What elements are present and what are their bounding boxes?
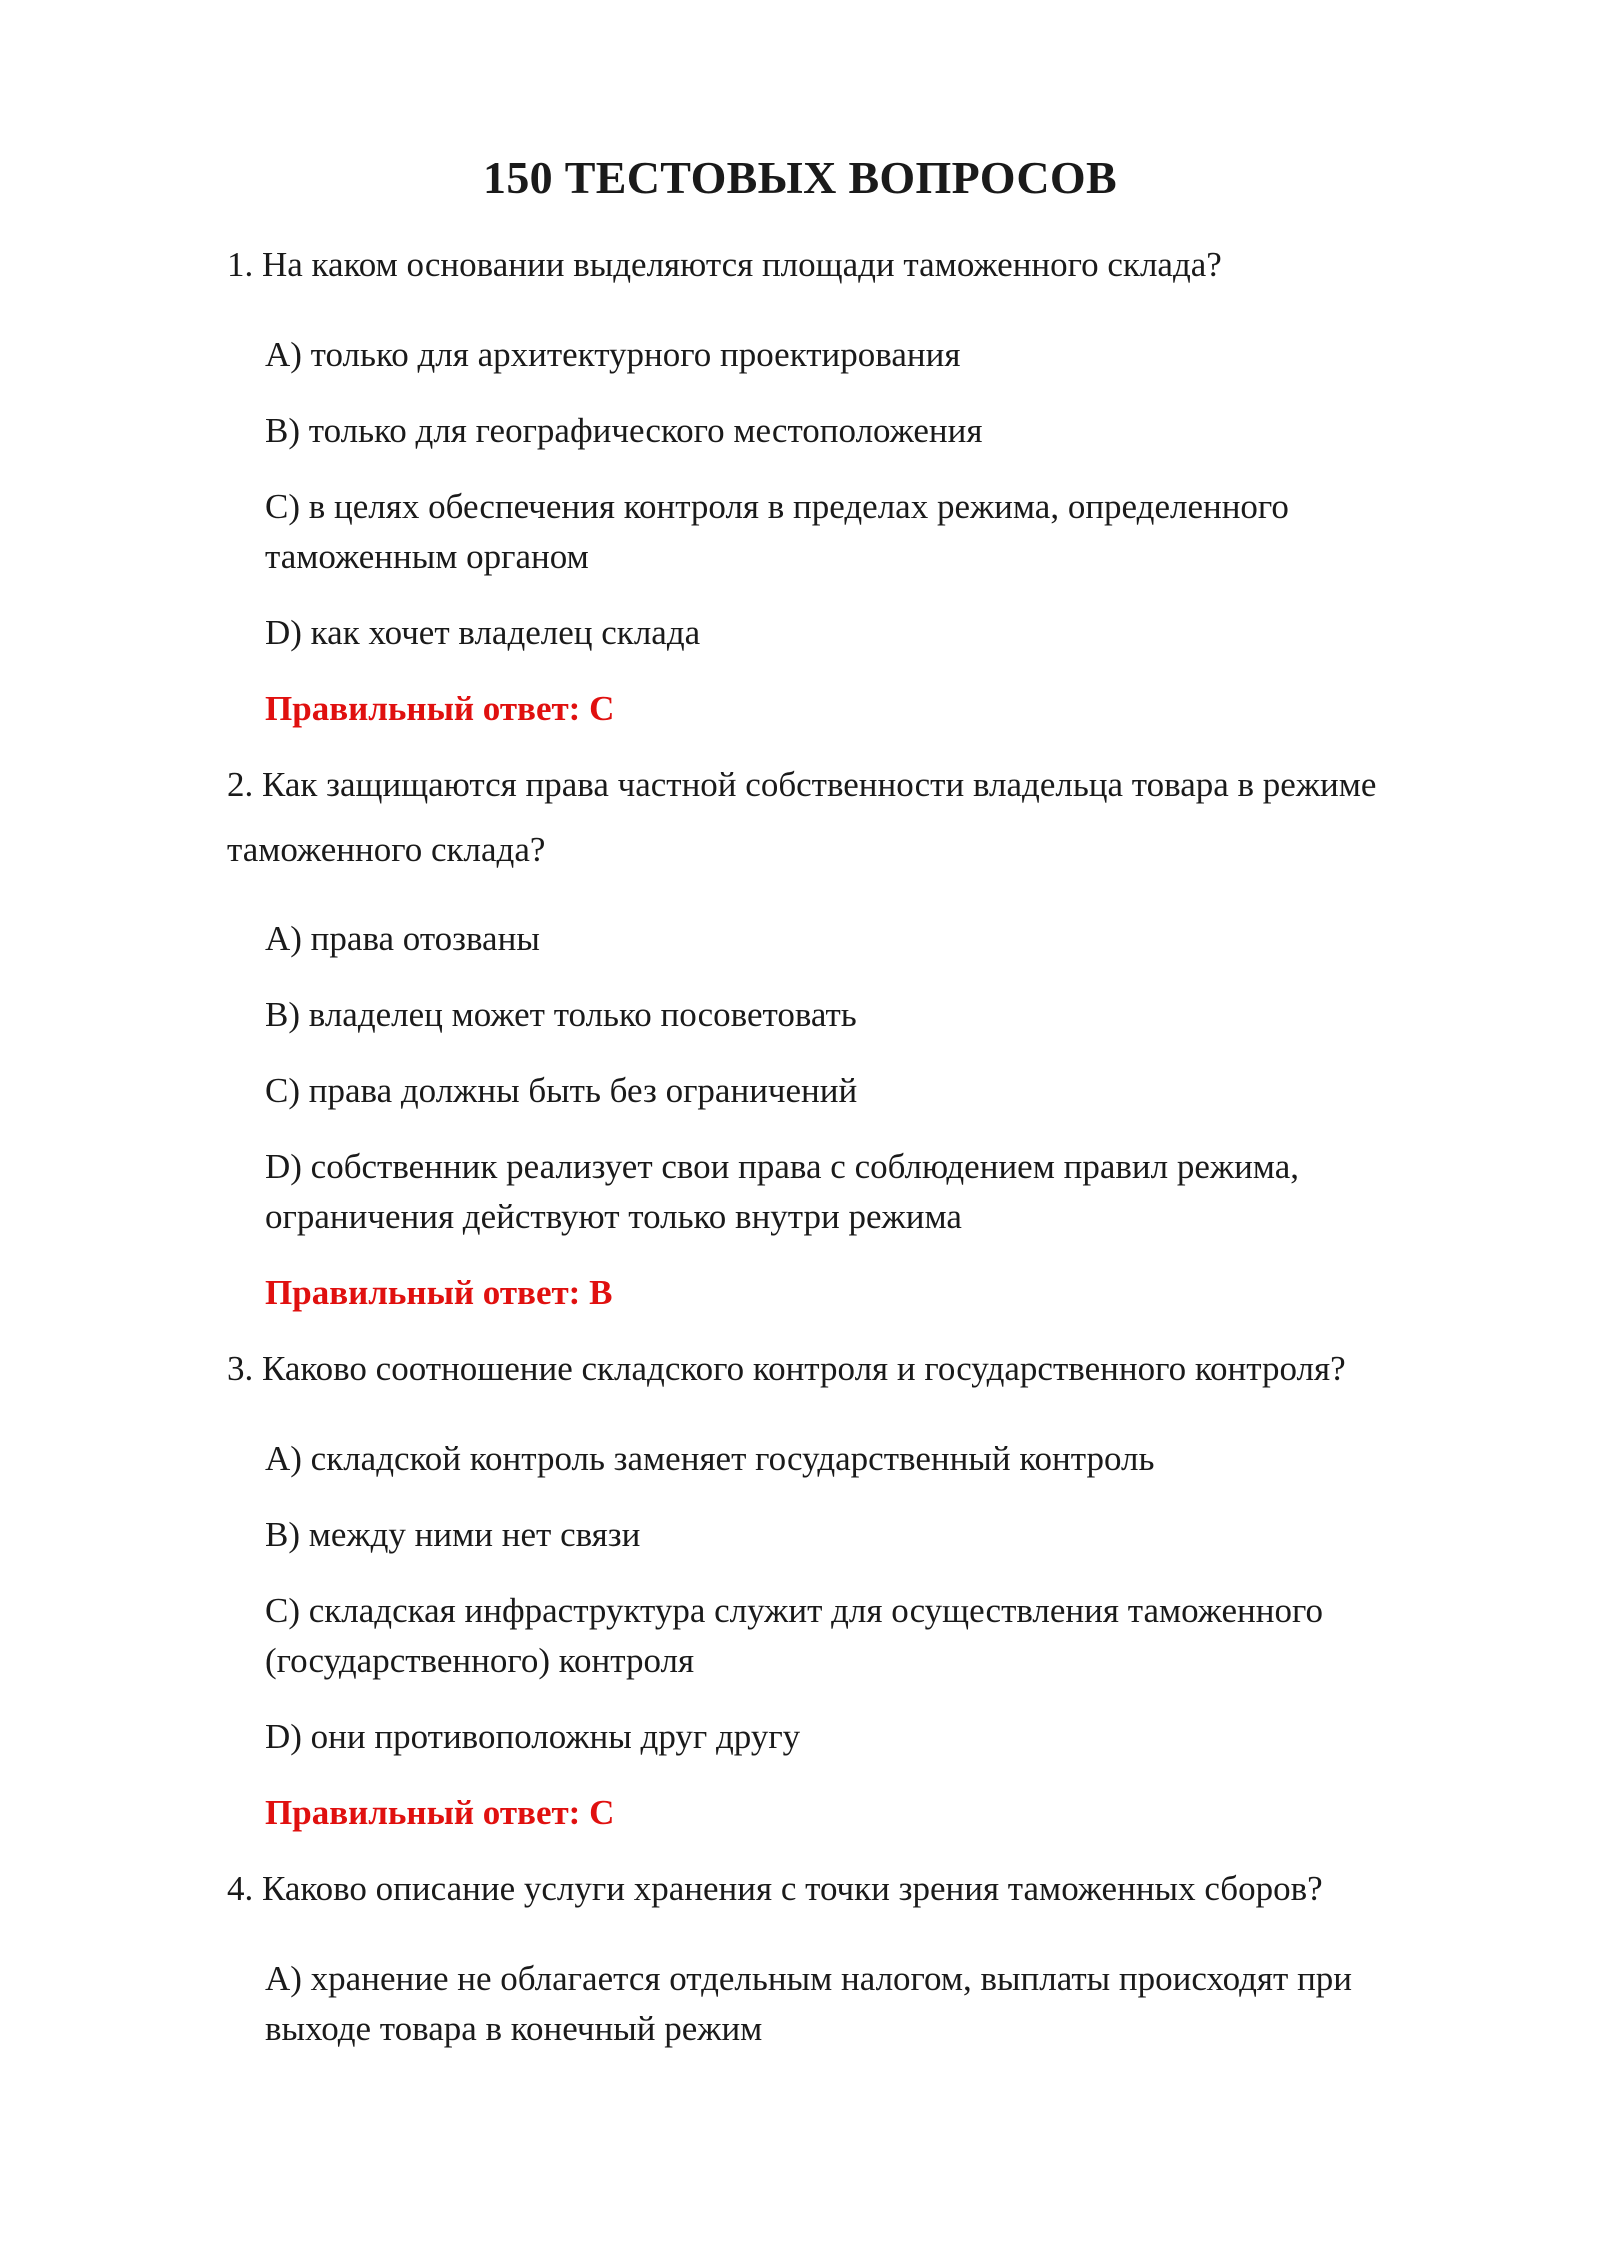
question-3-option-b: B) между ними нет связи xyxy=(265,1515,641,1554)
question-3-option-c: C) складская инфраструктура служит для осуществления таможенного (государственного) контроля xyxy=(265,1591,1323,1680)
question-2-option-c: C) права должны быть без ограничений xyxy=(265,1071,858,1110)
question-3-option-a: A) складской контроль заменяет государственный контроль xyxy=(265,1439,1155,1478)
question-1-option-c: C) в целях обеспечения контроля в пределах режима, определенного таможенным органом xyxy=(265,487,1289,576)
question-2-answer: Правильный ответ: B xyxy=(265,1273,613,1312)
question-4-option-a: A) хранение не облагается отдельным налогом, выплаты происходят при выходе товара в конечный режим xyxy=(265,1959,1353,2048)
question-1: 1. На каком основании выделяются площади таможенного склада? xyxy=(227,245,1222,284)
question-3-option-d: D) они противоположны друг другу xyxy=(265,1717,801,1756)
question-1-answer: Правильный ответ: C xyxy=(265,689,615,728)
question-2-option-a: A) права отозваны xyxy=(265,919,540,958)
question-2-option-d: D) собственник реализует свои права с соблюдением правил режима, ограничения действуют только внутри режима xyxy=(265,1147,1299,1236)
question-2-option-b: B) владелец может только посоветовать xyxy=(265,995,857,1034)
question-1-option-a: A) только для архитектурного проектирования xyxy=(265,335,961,374)
question-3: 3. Каково соотношение складского контроля и государственного контроля? xyxy=(227,1349,1346,1388)
page-title: 150 ТЕСТОВЫХ ВОПРОСОВ xyxy=(483,152,1117,203)
question-1-option-d: D) как хочет владелец склада xyxy=(265,613,701,652)
question-4: 4. Каково описание услуги хранения с точки зрения таможенных сборов? xyxy=(227,1869,1323,1908)
question-1-option-b: B) только для географического местоположения xyxy=(265,411,983,450)
question-3-answer: Правильный ответ: C xyxy=(265,1793,615,1832)
question-2: 2. Как защищаются права частной собственности владельца товара в режиме таможенного склада? xyxy=(227,765,1377,869)
